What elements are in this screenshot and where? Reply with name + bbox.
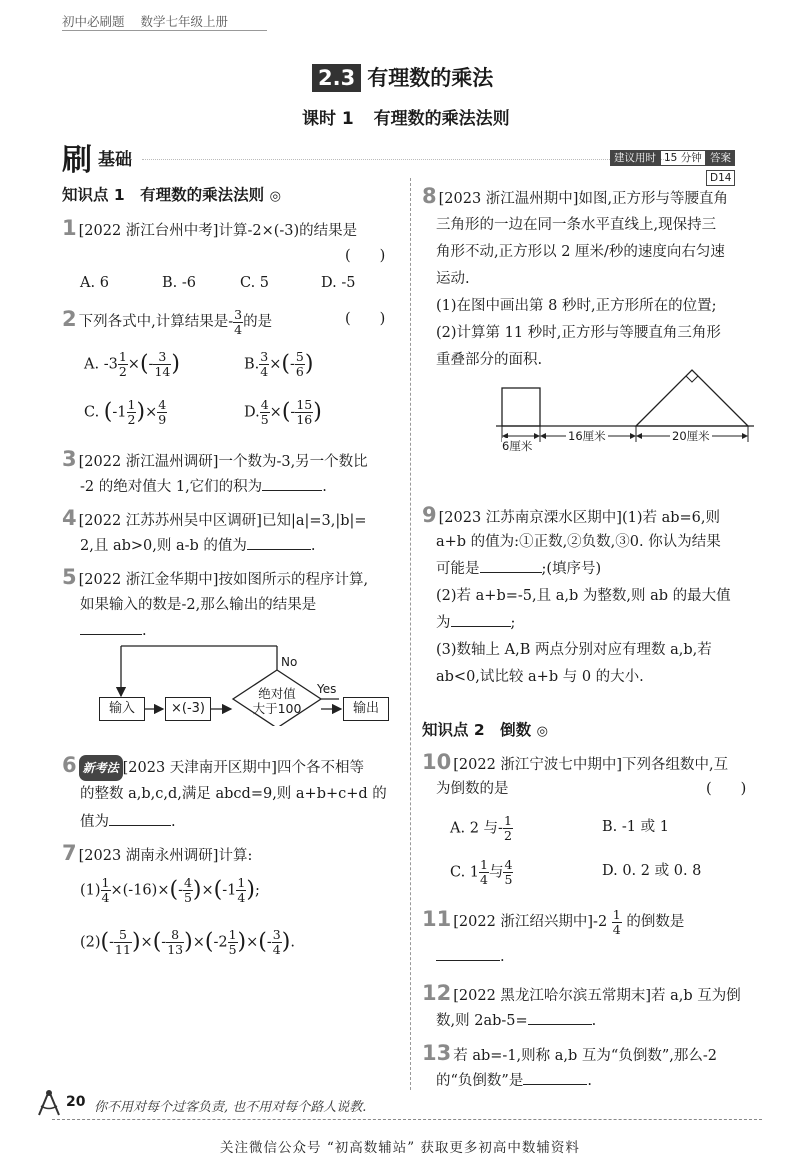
q13-line1: 若 ab=-1,则称 a,b 互为“负倒数”,那么-2: [453, 1048, 717, 1064]
q9-line2: a+b 的值为:①正数,②负数,③0. 你认为结果: [436, 534, 721, 550]
q1-option-a: A. 6: [80, 275, 109, 291]
q13-line2: 的“负倒数”是: [436, 1073, 524, 1089]
q5-line1: [2022 浙江金华期中]按如图所示的程序计算,: [78, 572, 369, 588]
time-label: 建议用时: [610, 150, 660, 166]
flow-condition: [243, 686, 311, 716]
q11-line1b: 的倒数是: [626, 914, 685, 930]
q3-line2-wrap: -2 的绝对值大 1,它们的积为 .: [80, 479, 327, 495]
subject-name: 数学七年级上册: [140, 14, 228, 29]
q12-number: 12: [422, 981, 452, 1005]
q11-number: 11: [422, 907, 452, 931]
q6-number: 6: [62, 753, 77, 777]
question-7: [62, 840, 252, 869]
q7-part1-label: (1): [80, 882, 101, 899]
q2-label-a: A.: [84, 356, 100, 373]
q2-number: 2: [62, 307, 77, 331]
q7-line1: [2023 湖南永州调研]计算:: [78, 848, 253, 864]
q10-option-d: D. 0. 2 或 0. 8: [602, 863, 702, 879]
question-3: [62, 446, 368, 475]
knowledge-point-1: [62, 183, 281, 205]
q5-number: 5: [62, 565, 77, 589]
q11-line2: .: [436, 944, 505, 970]
knowledge-point-2: [422, 718, 548, 740]
q3-number: 3: [62, 447, 77, 471]
lesson-title-text: 有理数的乘法法则: [373, 109, 510, 129]
banner-rule: [142, 159, 672, 160]
target-icon: ◎: [269, 189, 281, 204]
page-footer: [30, 1086, 770, 1122]
q1-paren: ( ): [345, 248, 386, 264]
page-number: 20: [66, 1094, 86, 1110]
q1-option-b: B. -6: [162, 275, 196, 291]
q7-number: 7: [62, 841, 77, 865]
q9-line3-wrap: [436, 556, 601, 582]
q4-line1: [2022 江苏苏州吴中区调研]已知|a|=3,|b|=: [78, 513, 367, 529]
q12-line1: [2022 黑龙江哈尔滨五常期末]若 a,b 互为倒: [453, 988, 741, 1004]
q1-text: [2022 浙江台州中考]计算-2×(-3)的结果是: [78, 223, 358, 239]
q8-line7: 重叠部分的面积.: [436, 352, 543, 368]
section-title: [312, 62, 493, 92]
question-5: [62, 564, 368, 593]
q9-line4: (2)若 a+b=-5,且 a,b 为整数,则 ab 的最大值: [436, 588, 731, 604]
q9-line5: 为: [436, 615, 451, 631]
q8-line1: [2023 浙江温州期中]如图,正方形与等腰直角: [438, 191, 729, 207]
question-10: [422, 749, 728, 778]
q7-part1: (1) $\frac{1}{4}$ ×(-16)×(- $\frac{4}{5}$ )×(-1 $\frac{1}{4}$ );: [80, 875, 260, 905]
q4-answer-blank[interactable]: [247, 549, 311, 550]
dim-gap: 16厘米: [568, 429, 606, 443]
q10-option-c: C. 1 $\frac{1}{4}$ 与 $\frac{4}{5}$: [450, 857, 513, 887]
q9-line7: ab<0,试比较 a+b 与 0 的大小.: [436, 669, 644, 685]
promo-text: 关注微信公众号 “初高数辅站” 获取更多初高中数辅资料: [220, 1140, 580, 1156]
q1-option-c: C. 5: [240, 275, 270, 291]
q7-part2: (2)(- $\frac{5}{11}$ )×(- $\frac{8}{13}$ )×(-2 $\frac{1}{5}$ )×(- $\frac{3}{4}$ ).: [80, 927, 295, 957]
program-flowchart: [95, 642, 405, 726]
running-header: [62, 12, 228, 30]
q3-answer-blank[interactable]: [262, 490, 322, 491]
q2-label-c: C.: [84, 404, 100, 421]
flow-no-label: No: [281, 655, 298, 669]
q13-number: 13: [422, 1041, 452, 1065]
q6-line3: 值为: [80, 814, 109, 830]
section-title-text: 有理数的乘法: [367, 66, 494, 90]
suggested-time: [610, 146, 706, 166]
q10-option-a-text: A. 2 与-: [450, 820, 503, 837]
q2-option-d: D. $\frac{4}{5}$ ×(- $\frac{15}{16}$ ): [244, 397, 322, 427]
q9-answer-blank-2[interactable]: [451, 626, 511, 627]
dim-square-side: 6厘米: [502, 439, 533, 453]
q8-line2: 三角形的一边在同一条水平直线上,现保持三: [436, 217, 717, 233]
q9-line3: 可能是: [436, 561, 480, 577]
question-2: [62, 306, 272, 337]
q8-line5: (1)在图中画出第 8 秒时,正方形所在的位置;: [436, 298, 717, 314]
q10-option-c-text: C. 1: [450, 864, 480, 881]
q2-label-b: B.: [244, 356, 260, 373]
question-1: [62, 215, 357, 244]
q2-paren: ( ): [345, 311, 386, 327]
kp1-title: 知识点 1 有理数的乘法法则: [62, 186, 265, 204]
q10-paren: ( ): [706, 781, 747, 797]
compass-icon: [34, 1088, 64, 1118]
time-value: 15 分钟: [660, 150, 706, 166]
answer-ref: [706, 146, 762, 186]
series-name: 初中必刷题: [62, 14, 125, 29]
answer-label: 答案: [706, 150, 735, 166]
q2-label-d: D.: [244, 404, 260, 421]
question-13: [422, 1040, 717, 1069]
q12-line2-wrap: 数,则 2ab-5= .: [436, 1013, 597, 1029]
flow-yes-label: Yes: [317, 682, 337, 696]
q13-answer-blank[interactable]: [523, 1084, 587, 1085]
q2-option-b: B. $\frac{3}{4}$ ×(- $\frac{5}{6}$ ): [244, 349, 314, 379]
q13-line2-wrap: 的“负倒数”是 .: [436, 1073, 592, 1089]
kp2-title: 知识点 2 倒数: [422, 721, 532, 739]
q2-option-c: C. (-1 $\frac{1}{2}$ )× $\frac{4}{9}$: [84, 397, 167, 427]
q2-fraction: $\frac{3}{4}$: [234, 306, 243, 337]
section-number: 2.3: [312, 64, 361, 92]
target-icon: ◎: [536, 724, 548, 739]
flow-condition-line2: 大于100: [252, 701, 302, 716]
q5-answer-blank[interactable]: [80, 634, 142, 635]
header-rule: [62, 30, 267, 31]
q8-number: 8: [422, 184, 437, 208]
q6-line1: [2023 天津南开区期中]四个各不相等: [122, 760, 364, 776]
q5-line3: .: [80, 618, 147, 644]
q4-line2-wrap: 2,且 ab>0,则 a-b 的值为 .: [80, 538, 316, 554]
q6-answer-blank[interactable]: [109, 825, 171, 826]
q3-line2: -2 的绝对值大 1,它们的积为: [80, 479, 263, 495]
q9-number: 9: [422, 503, 437, 527]
square-triangle-figure: [492, 362, 772, 462]
q9-line6: (3)数轴上 A,B 两点分别对应有理数 a,b,若: [436, 642, 712, 658]
q10-option-a: A. 2 与- $\frac{1}{2}$: [450, 813, 512, 843]
q1-option-d: D. -5: [321, 275, 356, 291]
answer-page: D14: [706, 170, 735, 186]
q6-line3-wrap: 值为 .: [80, 814, 176, 830]
brush-banner: [62, 137, 762, 184]
flow-condition-line1: 绝对值: [258, 686, 296, 701]
question-12: [422, 980, 741, 1009]
q10-option-b: B. -1 或 1: [602, 819, 669, 835]
question-9: [422, 502, 720, 531]
q9-line5-wrap: 为 ;: [436, 615, 516, 631]
q10-number: 10: [422, 750, 452, 774]
q2-text-b: 的是: [243, 314, 273, 330]
new-method-badge: 新考法: [79, 755, 123, 781]
q2-text-a: 下列各式中,计算结果是-: [78, 314, 234, 330]
footer-motto: 你不用对每个过客负责, 也不用对每个路人说教.: [94, 1100, 367, 1115]
q1-number: 1: [62, 216, 77, 240]
figure-geometry: [492, 362, 772, 462]
q9-line3b: ;(填序号): [541, 561, 602, 577]
q9-answer-blank-1[interactable]: [480, 572, 542, 573]
question-6: [62, 752, 364, 781]
question-11: 11 [2022 浙江绍兴期中]-2 $\frac{1}{4}$ 的倒数是: [422, 906, 685, 937]
question-8: [422, 183, 728, 212]
lesson-label: 课时 1: [302, 109, 354, 129]
q7-part2-label: (2): [80, 934, 101, 951]
lesson-title: [302, 104, 510, 129]
q10-option-c-mid: 与: [488, 864, 504, 881]
brush-label: 基础: [98, 150, 132, 170]
q8-line4: 运动.: [436, 271, 470, 287]
flow-output-box: 输出: [343, 697, 389, 721]
q8-line3: 角形不动,正方形以 2 厘米/秒的速度向右匀速: [436, 244, 725, 260]
q8-line6: (2)计算第 11 秒时,正方形与等腰直角三角形: [436, 325, 721, 341]
footer-rule: [52, 1119, 762, 1120]
dim-triangle-base: 20厘米: [672, 429, 710, 443]
q10-line2: 为倒数的是: [436, 781, 509, 797]
flow-input-box: 输入: [99, 697, 145, 721]
column-divider: [410, 178, 411, 1090]
q2-option-a: A. -3 $\frac{1}{2}$ ×(- $\frac{3}{14}$ ): [84, 349, 180, 379]
q3-line1: [2022 浙江温州调研]一个数为-3,另一个数比: [78, 454, 368, 470]
q11-line1: [2022 浙江绍兴期中]-2: [453, 914, 608, 930]
q4-number: 4: [62, 506, 77, 530]
q9-line1: [2023 江苏南京溧水区期中](1)若 ab=6,则: [438, 510, 721, 526]
q6-line2: 的整数 a,b,c,d,满足 abcd=9,则 a+b+c+d 的: [80, 786, 387, 802]
q4-line2: 2,且 ab>0,则 a-b 的值为: [80, 538, 247, 554]
q10-line1: [2022 浙江宁波七中期中]下列各组数中,互: [453, 757, 729, 773]
question-4: [62, 505, 367, 534]
q12-line2: 数,则 2ab-5=: [436, 1013, 528, 1029]
q11-answer-blank[interactable]: [436, 960, 500, 961]
brush-char: 刷: [62, 143, 92, 178]
q12-answer-blank[interactable]: [528, 1024, 592, 1025]
flow-multiply-box: ×(-3): [165, 697, 211, 721]
q5-line2: 如果输入的数是-2,那么输出的结果是: [80, 597, 317, 613]
